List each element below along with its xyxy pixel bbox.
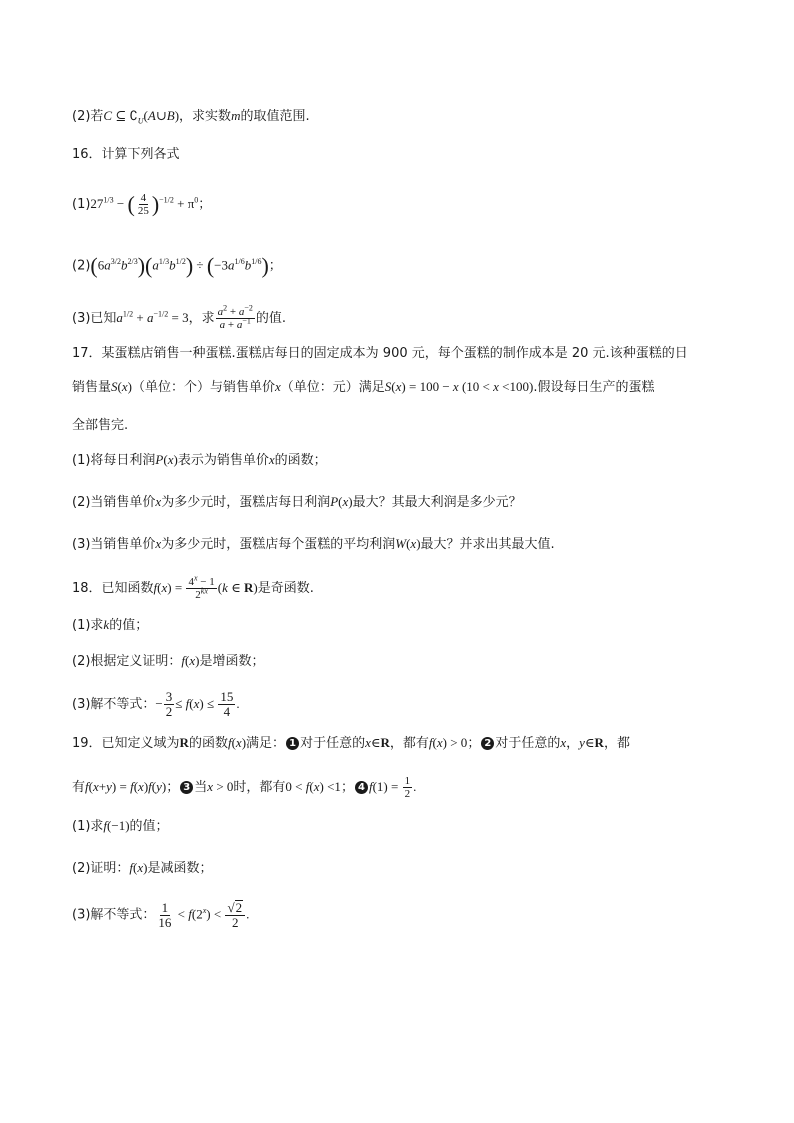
math-expr: x [138, 779, 144, 794]
math-expr: 1/2 [122, 309, 134, 319]
fraction: $\frac{1}{2}$ [404, 775, 411, 800]
math-expr: −1/2 [159, 195, 174, 205]
math-expr: + π [173, 196, 195, 211]
text: 为多少元时，蛋糕店每日利润 [161, 495, 331, 510]
math-expr: a [104, 257, 111, 273]
math-expr: ， [566, 735, 580, 750]
math-expr: f [129, 860, 134, 875]
math-expr: 0 [194, 195, 199, 205]
math-expr: ( [117, 379, 122, 394]
text: .假设每日生产的蛋糕 [533, 380, 655, 395]
math-expr: x [313, 779, 320, 794]
math-expr: ) [161, 779, 167, 794]
math-expr: x [410, 536, 417, 551]
math-expr: x [275, 379, 281, 394]
math-expr: ≤ [175, 696, 186, 711]
problem-16-part-1 [72, 192, 211, 217]
text: 的函数 [188, 736, 228, 751]
problem-17-part-1 [72, 452, 327, 469]
problem-19-part-3 [72, 900, 249, 930]
math-expr: R [244, 580, 254, 595]
math-expr: ) [173, 452, 178, 467]
math-expr: y [106, 779, 112, 794]
fraction: $\frac{4^x - 1}{2^{kx}}$ [188, 573, 215, 601]
math-set: R [179, 735, 189, 750]
math-expr: x [493, 379, 499, 394]
math-expr: ( [406, 536, 411, 551]
math-expr: x [193, 696, 200, 711]
text: 的取值范围. [240, 109, 310, 124]
math-expr: ) [143, 779, 149, 794]
math-expr: 1/3 [103, 195, 114, 205]
math-expr: (1) = [372, 779, 402, 794]
text: (1)求 [72, 819, 104, 834]
paren: ) [261, 253, 269, 278]
math-expr: ( [391, 379, 396, 394]
math-expr: ( [185, 653, 190, 668]
problem-17-line-2 [72, 379, 654, 396]
fraction: $\frac{√2}{2}$ [225, 900, 245, 930]
text: 是增函数； [199, 654, 265, 669]
math-expr: ) <1 [319, 779, 341, 794]
math-expr: S [384, 379, 392, 394]
math-expr: x [161, 580, 168, 595]
math-expr: x [365, 735, 371, 750]
math-expr: . [413, 779, 417, 794]
math-expr: − [113, 196, 128, 211]
problem-18-part-3 [72, 690, 240, 719]
math-expr: f [428, 735, 433, 750]
math-expr: C [103, 108, 113, 123]
problem-16-part-3 [72, 303, 286, 331]
text: 表示为销售单价 [177, 453, 269, 468]
math-expr: 0 < [285, 779, 306, 794]
fraction: $\frac{15}{4}$ [220, 689, 234, 719]
problem-19-head [72, 735, 630, 752]
math-expr: x [92, 779, 99, 794]
text: 最大？其最大利润是多少元？ [352, 495, 522, 510]
math-expr: x [121, 379, 128, 394]
text: (2) [72, 258, 91, 274]
math-expr: ÷ [193, 257, 207, 273]
math-expr: ) = 100 − [401, 379, 453, 394]
math-var: k [103, 617, 110, 632]
problem-19-line-2 [72, 775, 416, 800]
text: 的函数； [274, 453, 327, 468]
math-expr: 1/3 [158, 257, 170, 267]
math-expr: ( [309, 779, 314, 794]
math-expr: ) = [111, 779, 131, 794]
text: ； [467, 736, 481, 751]
math-expr: R [594, 735, 604, 750]
math-expr: < [174, 906, 189, 922]
math-expr: ( [432, 735, 437, 750]
math-expr: ) [241, 735, 247, 750]
problem-17-line-3: 全部售完. [72, 418, 129, 433]
problem-15-part-2 [72, 108, 310, 125]
math-expr: ) [416, 536, 421, 551]
math-expr: ( [231, 735, 236, 750]
problem-16-title: 16．计算下列各式 [72, 147, 180, 162]
fraction: $\frac{4}{25}$ [137, 192, 149, 217]
text: ，求 [188, 311, 215, 326]
math-expr: f [185, 696, 190, 711]
math-expr: a [147, 310, 154, 325]
fraction: $\frac{a^2 + a^{-2}}{a + a^{-1}}$ [217, 303, 253, 331]
math-expr: b [169, 257, 176, 273]
math-expr: x [202, 906, 207, 916]
math-expr: ( [133, 779, 139, 794]
math-expr: −3 [214, 257, 228, 273]
math-expr: 6 [97, 257, 105, 273]
math-expr: ( [88, 779, 93, 794]
text: (2)当销售单价 [72, 495, 156, 510]
math-expr: x [207, 779, 214, 794]
math-expr: f [181, 653, 186, 668]
math-expr: . [246, 906, 250, 922]
math-expr: ( [189, 696, 194, 711]
math-expr: x [155, 536, 162, 551]
text: ； [340, 780, 354, 795]
math-expr: 27 [90, 196, 104, 211]
circled-number-3: 3 [180, 781, 193, 794]
paren: ( [206, 253, 215, 278]
math-expr: ) [174, 108, 180, 123]
math-expr: x [452, 379, 459, 394]
math-var: m [231, 108, 241, 123]
text: 对于任意的 [495, 736, 561, 751]
math-expr: f [368, 779, 373, 794]
paren: ) [185, 253, 194, 278]
math-expr: ∈ [584, 735, 595, 750]
circled-number-1: 1 [286, 737, 299, 750]
math-expr: ( [143, 108, 148, 123]
text: 时，都有 [233, 780, 286, 795]
math-expr: x [167, 452, 174, 467]
paren: ( [90, 253, 98, 278]
fraction: $\frac{1}{16}$ [158, 899, 172, 930]
fraction: $\frac{3}{2}$ [165, 689, 173, 719]
math-expr: = 3 [168, 310, 189, 325]
text: 对于任意的 [300, 736, 366, 751]
text: 的值； [129, 819, 169, 834]
text: ，都有 [389, 736, 429, 751]
math-expr: x [395, 379, 402, 394]
math-expr: (2 [191, 906, 203, 922]
text: (2)证明： [72, 861, 130, 876]
math-expr: ( [151, 779, 157, 794]
math-expr: f [85, 779, 89, 794]
math-expr: ) [127, 379, 132, 394]
math-expr: ⊆ ∁ [112, 108, 138, 123]
problem-18-part-1 [72, 617, 148, 634]
math-expr: ( [157, 580, 162, 595]
math-expr: + [98, 779, 107, 794]
problem-19-part-1 [72, 818, 169, 835]
math-expr: f [188, 906, 192, 922]
math-expr: k [222, 580, 228, 595]
text: ，求实数 [179, 109, 232, 124]
text: 销售量 [72, 380, 112, 395]
math-expr: (10 < [458, 379, 494, 394]
math-expr: A [147, 108, 156, 123]
paren: ) [151, 191, 160, 217]
math-expr: ) [348, 494, 353, 509]
text: ，都 [603, 736, 630, 751]
math-expr: − [155, 696, 163, 711]
math-expr: . [236, 696, 240, 711]
math-expr: ( [338, 494, 343, 509]
math-expr: y [156, 779, 162, 794]
math-expr: S [111, 379, 118, 394]
circled-number-2: 2 [481, 737, 494, 750]
text: (1)求 [72, 618, 104, 633]
text: ； [198, 197, 212, 212]
math-expr: x [137, 860, 144, 875]
text: 满足： [246, 736, 286, 751]
math-expr: ) [143, 860, 148, 875]
math-expr: x [268, 452, 275, 467]
problem-17-part-3 [72, 536, 555, 553]
math-expr: 1/2 [175, 257, 186, 267]
text: (1)将每日利润 [72, 453, 156, 468]
math-expr: W [395, 536, 407, 551]
math-expr: b [120, 257, 128, 273]
problem-17-line-1: 17．某蛋糕店销售一种蛋糕.蛋糕店每日的固定成本为 900 元，每个蛋糕的制作成本是 20 元.该种蛋糕的日 [72, 346, 688, 361]
problem-19-part-2 [72, 860, 213, 877]
math-expr: 1/6 [251, 257, 262, 267]
math-expr: f [227, 735, 232, 750]
math-expr: 1/6 [234, 257, 245, 267]
problem-18-head [72, 573, 314, 601]
math-expr: (−1) [107, 818, 130, 833]
text: 18．已知函数 [72, 581, 154, 596]
text: （单位：元）满足 [280, 380, 385, 395]
paren: ( [145, 253, 153, 278]
text: 最大？并求出其最大值. [420, 537, 555, 552]
math-expr: y [579, 735, 585, 750]
math-expr: a [227, 257, 235, 273]
math-expr: U [137, 116, 144, 126]
math-expr: ) < [206, 906, 225, 922]
math-expr: <100) [498, 379, 534, 394]
circled-number-4: 4 [355, 781, 368, 794]
text: (3)解不等式： [72, 697, 156, 712]
math-expr: ) = [167, 580, 186, 595]
text: (2)若 [72, 109, 104, 124]
math-expr: ( [217, 580, 223, 595]
math-expr: P [330, 494, 339, 509]
math-expr: f [148, 779, 152, 794]
math-expr: ∈ [227, 580, 244, 595]
text: （单位：个）与销售单价 [131, 380, 275, 395]
math-expr: ( [163, 452, 168, 467]
math-expr: b [244, 257, 252, 273]
math-expr: a [116, 310, 123, 325]
text: ； [166, 780, 180, 795]
math-expr: ) > 0 [442, 735, 468, 750]
text: 的值. [255, 311, 286, 326]
math-expr: 2/3 [127, 257, 138, 267]
text: 当 [194, 780, 208, 795]
math-expr: −1/2 [153, 309, 169, 319]
math-expr: 3/2 [110, 257, 121, 267]
math-expr: ( [133, 860, 138, 875]
text: 的值； [109, 618, 149, 633]
math-expr: x [436, 735, 443, 750]
math-expr: x [155, 494, 162, 509]
problem-16-part-2 [72, 255, 282, 277]
paren: ( [127, 191, 135, 217]
text: 有 [72, 780, 86, 795]
math-expr: f [305, 779, 310, 794]
text: (3)解不等式： [72, 907, 156, 923]
math-expr: ∈ [370, 735, 381, 750]
math-expr: f [130, 779, 134, 794]
math-expr: x [560, 735, 567, 750]
text: 是减函数； [147, 861, 213, 876]
math-expr: x [235, 735, 242, 750]
math-expr: ∪ [155, 108, 167, 123]
problem-17-part-2 [72, 494, 522, 511]
math-expr: a [152, 257, 159, 273]
math-expr: f [103, 818, 108, 833]
text: 为多少元时，蛋糕店每个蛋糕的平均利润 [161, 537, 396, 552]
text: (1) [72, 197, 91, 212]
text: (3)当销售单价 [72, 537, 156, 552]
math-expr: ) [253, 580, 258, 595]
problem-18-part-2 [72, 653, 265, 670]
math-expr: + [133, 310, 147, 325]
text: ； [268, 258, 282, 274]
math-expr: P [155, 452, 164, 467]
math-expr: x [189, 653, 196, 668]
math-expr: R [380, 735, 390, 750]
math-expr: ) [195, 653, 200, 668]
text: (2)根据定义证明： [72, 654, 182, 669]
math-expr: > 0 [213, 779, 234, 794]
text: (3)已知 [72, 311, 117, 326]
math-expr: f [153, 580, 158, 595]
math-expr: ) ≤ [199, 696, 218, 711]
paren: ) [137, 253, 146, 278]
math-expr: x [342, 494, 349, 509]
math-expr: B [166, 108, 175, 123]
text: 是奇函数. [257, 581, 314, 596]
text: 19．已知定义域为 [72, 736, 180, 751]
